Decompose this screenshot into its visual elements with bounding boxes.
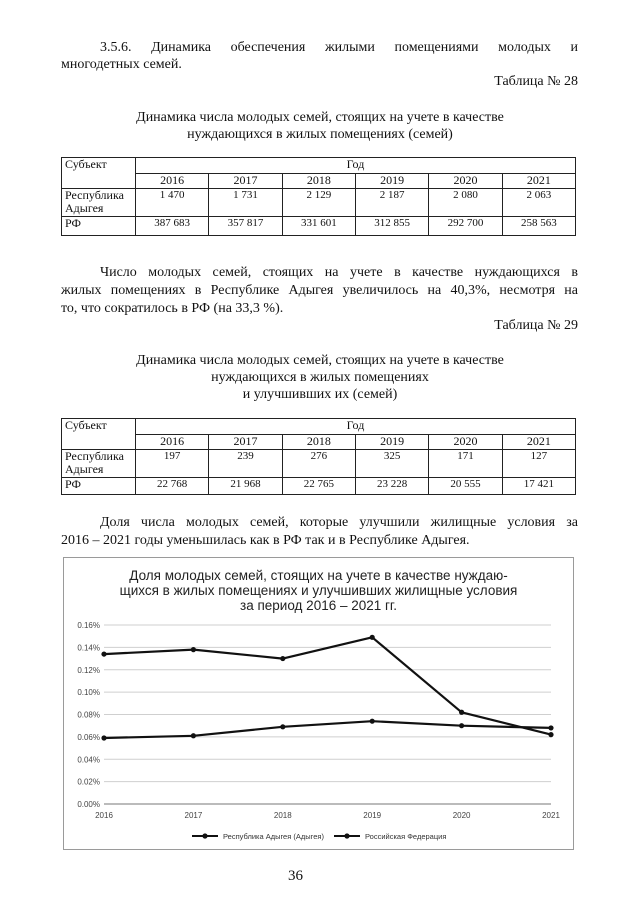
table29-title-line2: нуждающихся в жилых помещениях <box>211 370 429 385</box>
table28-cell: 1 731 <box>209 189 282 217</box>
table28-year-header: Год <box>136 158 576 174</box>
table28-cell: 387 683 <box>136 217 209 236</box>
table28-cell: 2 129 <box>282 189 355 217</box>
line-chart <box>64 558 573 849</box>
y-tick-label: 0.04% <box>77 755 100 765</box>
table28-cell: 258 563 <box>502 217 575 236</box>
table29-cell: 276 <box>282 450 355 478</box>
table29-year: 2017 <box>209 434 282 450</box>
table28-cell: 312 855 <box>355 217 428 236</box>
heading-word: молодых <box>498 40 551 55</box>
x-tick-label: 2020 <box>452 811 471 820</box>
table29-year-header: Год <box>136 419 576 435</box>
table29-title-line1: Динамика числа молодых семей, стоящих на учете в качестве <box>136 353 504 368</box>
legend-label: Российская Федерация <box>365 832 447 841</box>
y-tick-label: 0.00% <box>77 800 100 809</box>
table29-year: 2021 <box>502 434 575 450</box>
table29-year: 2019 <box>355 434 428 450</box>
para1-line2: жилых помещениях в Республике Адыгея увеличилось на 40,3%, несмотря на <box>61 283 578 298</box>
heading-word: помещениями <box>394 40 479 55</box>
x-tick-label: 2017 <box>184 811 203 820</box>
table28-year: 2017 <box>209 173 282 189</box>
table-row <box>62 189 576 217</box>
x-tick-label: 2019 <box>363 811 382 820</box>
heading-word: и <box>570 40 579 55</box>
table29-cell: 23 228 <box>355 478 428 495</box>
table-row <box>62 434 576 450</box>
table-row <box>62 217 576 236</box>
table-row <box>62 173 576 189</box>
table28-year: 2018 <box>282 173 355 189</box>
series-line-0 <box>104 637 551 734</box>
x-tick-label: 2018 <box>273 811 292 820</box>
table-row <box>62 419 576 435</box>
heading-word: жилыми <box>324 40 375 55</box>
table29-row-subject: РФ <box>62 478 136 495</box>
x-tick-label: 2016 <box>95 811 113 820</box>
table29-cell: 197 <box>136 450 209 478</box>
table29-cell: 171 <box>429 450 502 478</box>
table28-year: 2019 <box>355 173 428 189</box>
table28-cell: 331 601 <box>282 217 355 236</box>
para1-line3: то, что сократилось в РФ (на 33,3 %). <box>61 301 284 316</box>
table28-year: 2021 <box>502 173 575 189</box>
heading-word: обеспечения <box>230 40 306 55</box>
section-heading-line1 <box>100 39 578 56</box>
table28-cell: 2 080 <box>429 189 502 217</box>
y-tick-label: 0.08% <box>77 710 100 720</box>
table-row <box>62 478 576 495</box>
heading-word: Динамика <box>151 40 211 55</box>
chart-title-line1: Доля молодых семей, стоящих на учете в качестве нуждаю- <box>129 568 508 583</box>
y-tick-label: 0.02% <box>77 777 100 787</box>
data-point <box>191 647 196 652</box>
table29-cell: 325 <box>355 450 428 478</box>
legend-swatch-marker <box>202 833 207 838</box>
para2-line2: 2016 – 2021 годы уменьшилась как в РФ так и в Республике Адыгея. <box>61 533 470 548</box>
table29-label: Таблица № 29 <box>494 318 578 333</box>
data-point <box>101 651 106 656</box>
table-row <box>62 158 576 174</box>
table28-row-subject: РФ <box>62 217 136 236</box>
data-point <box>459 723 464 728</box>
table28-row-subject: Республика Адыгея <box>62 189 136 217</box>
table28-cell: 1 470 <box>136 189 209 217</box>
table28-subject-header: Субъект <box>62 158 136 189</box>
table29-cell: 127 <box>502 450 575 478</box>
chart-title-line3: за период 2016 – 2021 гг. <box>240 598 397 613</box>
para2-line1: Доля числа молодых семей, которые улучшили жилищные условия за <box>100 515 578 530</box>
table-row <box>62 450 576 478</box>
data-point <box>370 719 375 724</box>
table29-cell: 17 421 <box>502 478 575 495</box>
legend-swatch-marker <box>344 833 349 838</box>
table29-year: 2016 <box>136 434 209 450</box>
table29-year: 2020 <box>429 434 502 450</box>
table29-cell: 22 765 <box>282 478 355 495</box>
y-tick-label: 0.10% <box>77 688 100 698</box>
table28-label: Таблица № 28 <box>494 74 578 89</box>
table28-year: 2020 <box>429 173 502 189</box>
section-heading-line2: многодетных семей. <box>61 57 182 72</box>
table29-cell: 21 968 <box>209 478 282 495</box>
table28-cell: 2 187 <box>355 189 428 217</box>
table29-year: 2018 <box>282 434 355 450</box>
table28-cell: 292 700 <box>429 217 502 236</box>
data-point <box>370 635 375 640</box>
table28-title-line2: нуждающихся в жилых помещениях (семей) <box>187 127 453 142</box>
x-tick-label: 2021 <box>542 811 560 820</box>
chart-title-line2: щихся в жилых помещениях и улучшивших жилищные условия <box>119 583 518 598</box>
page-number: 36 <box>288 868 303 884</box>
data-point <box>280 656 285 661</box>
table28-cell: 2 063 <box>502 189 575 217</box>
table28-year: 2016 <box>136 173 209 189</box>
data-point <box>459 710 464 715</box>
data-point <box>191 733 196 738</box>
table28 <box>61 157 576 236</box>
table29-row-subject: Республика Адыгея <box>62 450 136 478</box>
table29-cell: 239 <box>209 450 282 478</box>
y-tick-label: 0.12% <box>77 665 100 675</box>
series-line-1 <box>104 721 551 738</box>
y-tick-label: 0.16% <box>77 621 100 630</box>
para1-line1: Число молодых семей, стоящих на учете в качестве нуждающихся в <box>100 265 578 280</box>
table29-cell: 20 555 <box>429 478 502 495</box>
data-point <box>280 724 285 729</box>
y-tick-label: 0.06% <box>77 732 100 742</box>
table29-cell: 22 768 <box>136 478 209 495</box>
legend-label: Республика Адыгея (Адыгея) <box>223 832 324 841</box>
table28-cell: 357 817 <box>209 217 282 236</box>
table28-title-line1: Динамика числа молодых семей, стоящих на учете в качестве <box>136 110 504 125</box>
data-point <box>101 735 106 740</box>
data-point <box>548 725 553 730</box>
table29-subject-header: Субъект <box>62 419 136 450</box>
table29-title-line3: и улучшивших их (семей) <box>242 387 398 402</box>
heading-word: 3.5.6. <box>100 40 132 55</box>
data-point <box>548 732 553 737</box>
table29 <box>61 418 576 495</box>
y-tick-label: 0.14% <box>77 643 100 653</box>
chart-frame <box>63 557 574 850</box>
